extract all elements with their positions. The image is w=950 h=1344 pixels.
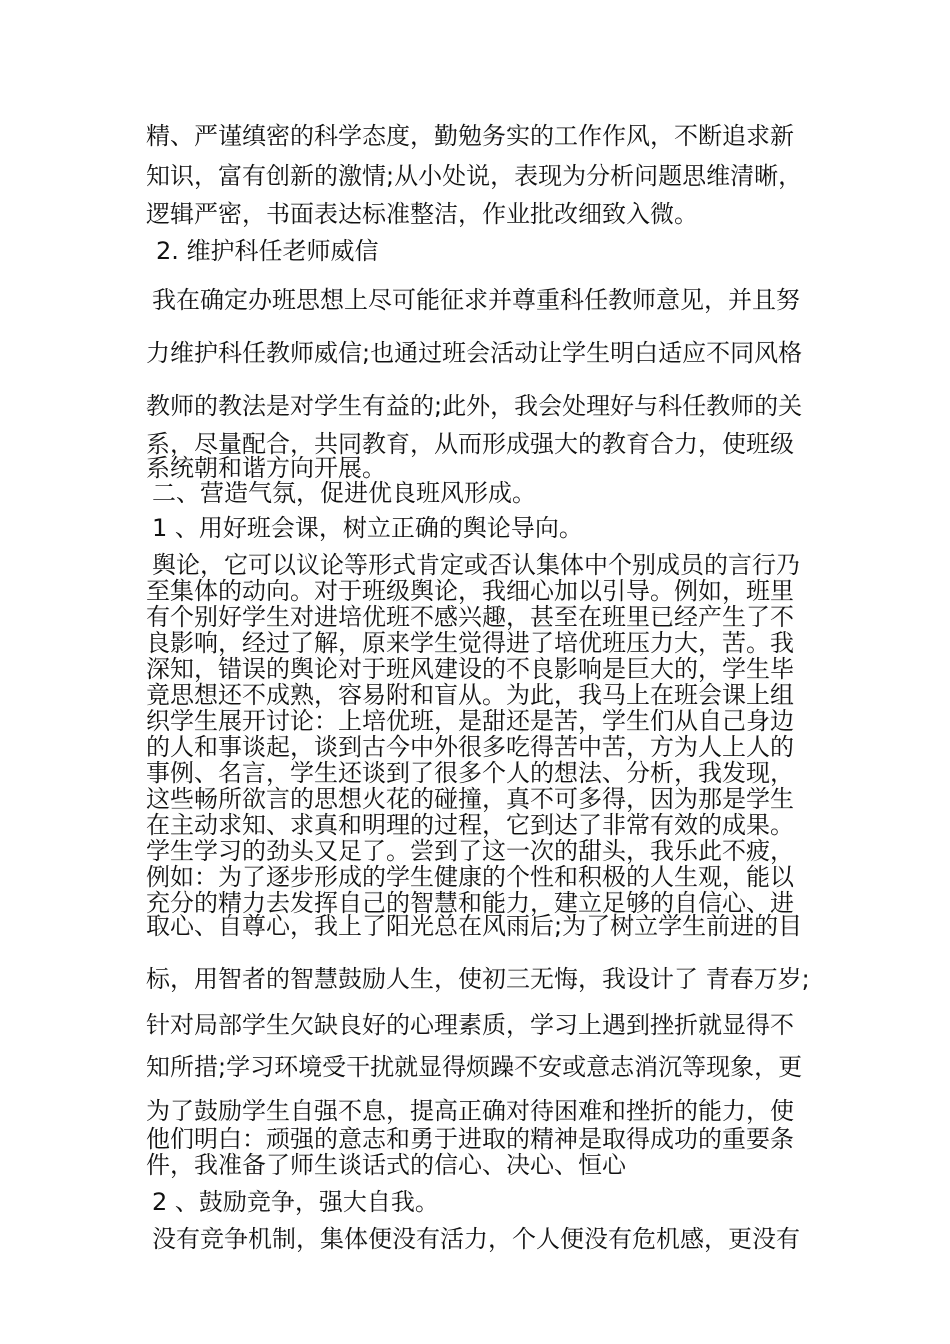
- paragraph-line: 舆论，它可以议论等形式肯定或否认集体中个别成员的言行乃: [152, 551, 800, 579]
- paragraph-line: 学生学习的劲头又足了。尝到了这一次的甜头，我乐此不疲，: [146, 837, 794, 865]
- paragraph-line: 知识，富有创新的激情;从小处说，表现为分析问题思维清晰，: [146, 162, 803, 190]
- paragraph-line: 例如：为了逐步形成的学生健康的个性和积极的人生观，能以: [146, 863, 794, 891]
- paragraph-line: 事例、名言，学生还谈到了很多个人的想法、分析，我发现，: [146, 759, 794, 787]
- paragraph-line: 织学生展开讨论：上培优班，是甜还是苦，学生们从自己身边: [146, 707, 794, 735]
- paragraph-line: 有个别好学生对进培优班不感兴趣，甚至在班里已经产生了不: [146, 603, 794, 631]
- paragraph-line: 针对局部学生欠缺良好的心理素质，学习上遇到挫折就显得不: [146, 1011, 794, 1039]
- paragraph-line: 在主动求知、求真和明理的过程，它到达了非常有效的成果。: [146, 811, 794, 839]
- section-heading-2: 二、营造气氛，促进优良班风形成。: [152, 479, 536, 507]
- paragraph-line: 标，用智者的智慧鼓励人生，使初三无悔，我设计了 青春万岁;: [146, 965, 810, 993]
- paragraph-line: 没有竞争机制，集体便没有活力，个人便没有危机感，更没有: [152, 1225, 800, 1253]
- paragraph-line: 至集体的动向。对于班级舆论，我细心加以引导。例如，班里: [146, 577, 794, 605]
- paragraph-line: 系统朝和谐方向开展。: [146, 454, 386, 482]
- paragraph-line: 这些畅所欲言的思想火花的碰撞，真不可多得，因为那是学生: [146, 785, 794, 813]
- paragraph-line: 的人和事谈起，谈到古今中外很多吃得苦中苦，方为人上人的: [146, 733, 794, 761]
- subheading-class-meeting: 1 、用好班会课，树立正确的舆论导向。: [152, 514, 583, 542]
- paragraph-line: 系，尽量配合，共同教育，从而形成强大的教育合力，使班级: [146, 430, 794, 458]
- paragraph-line: 良影响，经过了解，原来学生觉得进了培优班压力大，苦。我: [146, 629, 794, 657]
- paragraph-line: 逻辑严密，书面表达标准整洁，作业批改细致入微。: [146, 200, 698, 228]
- paragraph-line: 充分的精力去发挥自己的智慧和能力，建立足够的自信心、进: [146, 889, 794, 917]
- paragraph-line: 为了鼓励学生自强不息，提高正确对待困难和挫折的能力，使: [146, 1097, 794, 1125]
- paragraph-line: 深知，错误的舆论对于班风建设的不良影响是巨大的，学生毕: [146, 655, 794, 683]
- subheading-maintain-teacher-prestige: 2. 维护科任老师威信: [156, 237, 379, 265]
- paragraph-line: 竟思想还不成熟，容易附和盲从。为此，我马上在班会课上组: [146, 681, 794, 709]
- paragraph-line: 力维护科任教师威信;也通过班会活动让学生明白适应不同风格: [146, 339, 803, 367]
- paragraph-line: 他们明白：顽强的意志和勇于进取的精神是取得成功的重要条: [146, 1125, 794, 1153]
- paragraph-line: 件，我准备了师生谈话式的信心、决心、恒心: [146, 1151, 626, 1179]
- subheading-encourage-competition: 2 、鼓励竞争，强大自我。: [152, 1188, 439, 1216]
- paragraph-line: 取心、自尊心，我上了阳光总在风雨后;为了树立学生前进的目: [146, 912, 803, 940]
- paragraph-line: 我在确定办班思想上尽可能征求并尊重科任教师意见，并且努: [152, 286, 800, 314]
- paragraph-line: 精、严谨缜密的科学态度，勤勉务实的工作作风，不断追求新: [146, 122, 794, 150]
- paragraph-line: 教师的教法是对学生有益的;此外，我会处理好与科任教师的关: [146, 392, 803, 420]
- paragraph-line: 知所措;学习环境受干扰就显得烦躁不安或意志消沉等现象，更: [146, 1053, 803, 1081]
